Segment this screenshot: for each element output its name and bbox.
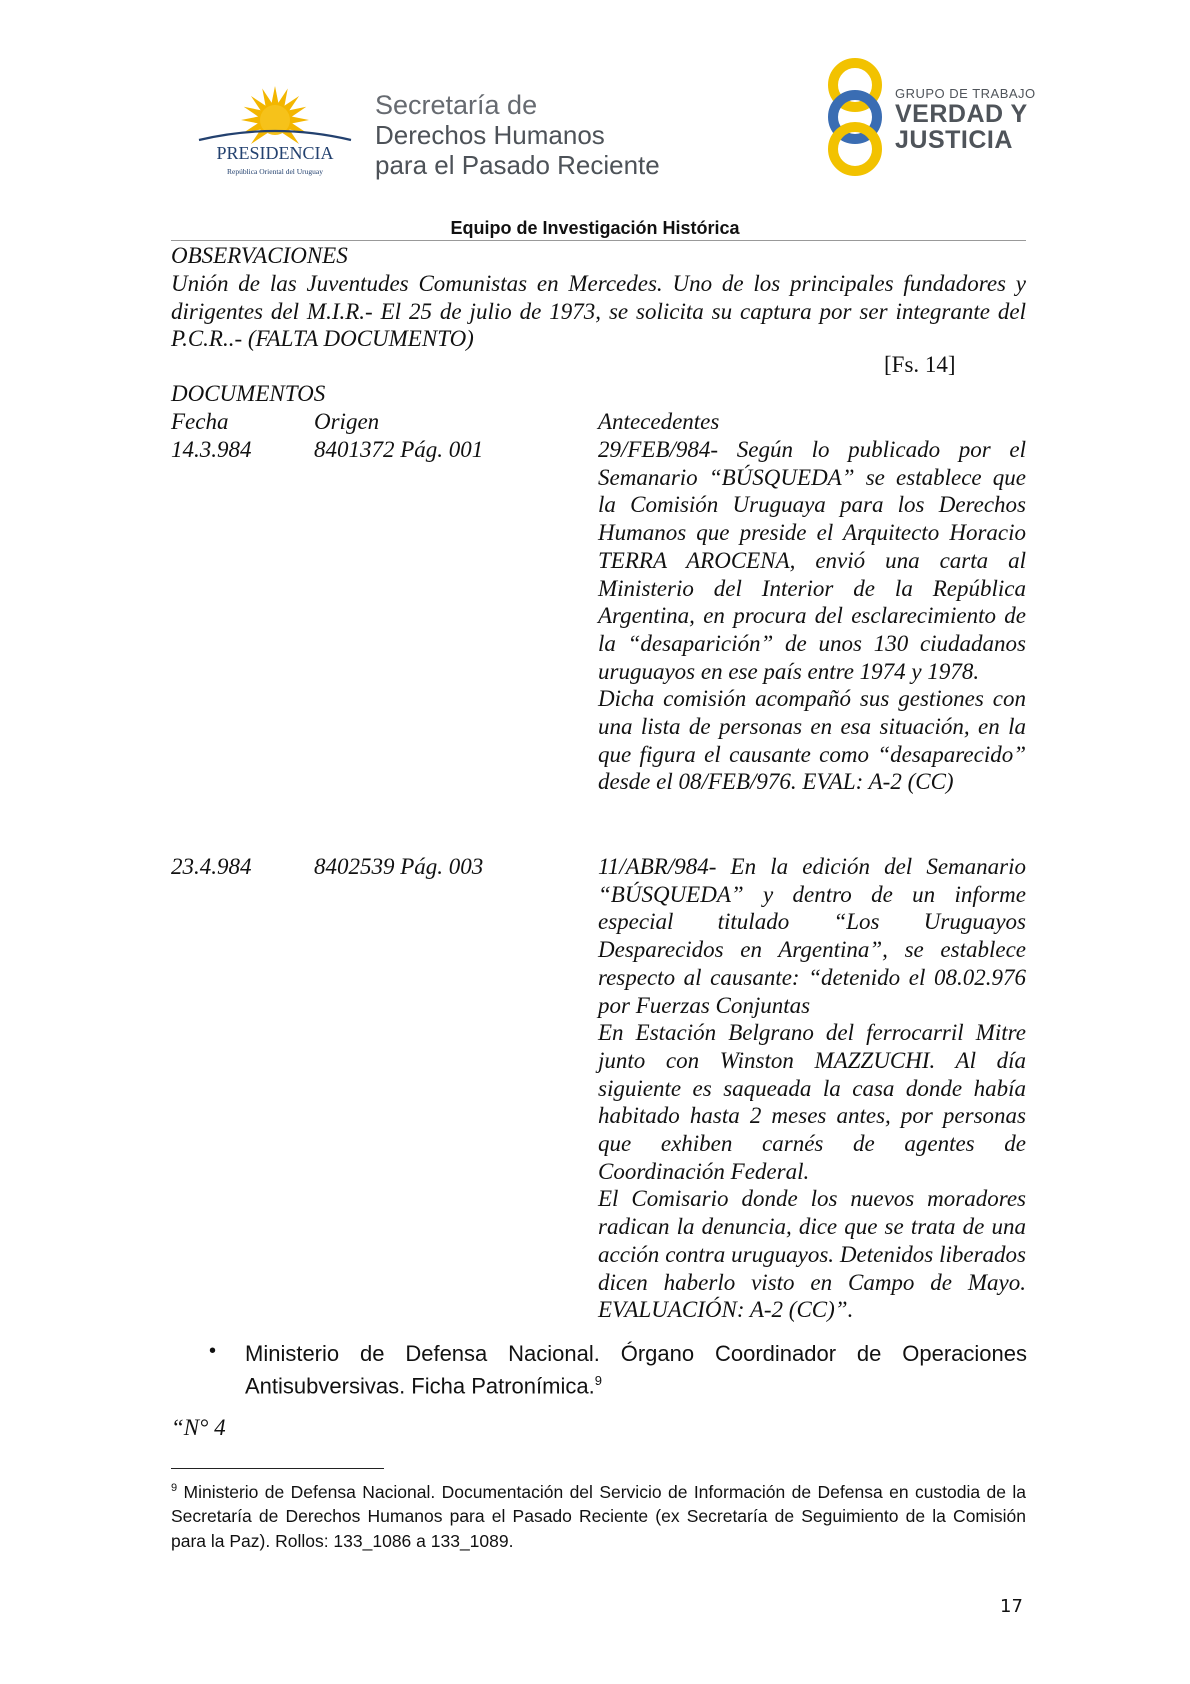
footnote-number: 9 (171, 1482, 178, 1494)
verdad-y-label: VERDAD Y (895, 100, 1028, 128)
footnote-text: Ministerio de Defensa Nacional. Documentación del Servicio de Información de Defensa en custodia de la Secretaría de Derechos Humanos para el Pasado Reciente (ex Secretaría de Seguimiento de la Comisión para la Paz). Rollos: 133_1086 a 133_1089. (171, 1481, 1026, 1551)
header-divider (171, 240, 1026, 241)
numero-label: “N° 4 (171, 1415, 226, 1440)
grupo-de-trabajo-label: GRUPO DE TRABAJO (895, 86, 1036, 101)
column-header-fecha: Fecha (171, 409, 229, 434)
secretaria-logotype (375, 90, 660, 180)
row-2-paragraph-1: 11/ABR/984- En la edición del Semanario “BÚSQUEDA” y dentro de un informe especial titulado “Los Uruguayos Desparecidos en Argentina”, se establece respecto al causante: “detenido el 08.02.976 por Fuerzas Conjuntas (598, 854, 1026, 1018)
page-number: 17 (1000, 1596, 1023, 1617)
row-2-antecedentes (598, 853, 1026, 1324)
secretaria-line-2: Derechos Humanos (375, 120, 605, 150)
row-1-paragraph-1: 29/FEB/984- Según lo publicado por el Semanario “BÚSQUEDA” se establece que la Comisión Uruguaya para los Derechos Humanos que preside el Arquitecto Horacio TERRA AROCENA, envió una carta al Ministerio del Interior de la República Argentina, en procura del esclarecimiento de la “desaparición” de unos 130 ciudadanos uruguayos en ese país entre 1974 y 1978. (598, 437, 1026, 684)
row-1-origen: 8401372 Pág. 001 (314, 437, 484, 462)
bullet-icon: • (209, 1340, 217, 1362)
row-2-paragraph-3: El Comisario donde los nuevos moradores radican la denuncia, dice que se trata de una acción contra uruguayos. Detenidos liberados dicen haberlo visto en Campo de Mayo. EVALUACIÓN: A-2 (CC)”. (598, 1186, 1026, 1323)
row-1-paragraph-2: Dicha comisión acompañó sus gestiones con una lista de personas en esa situación, en la que figura el causante como “desaparecido” desde el 08/FEB/976. EVAL: A-2 (CC) (598, 686, 1026, 795)
folio-reference: [Fs. 14] (884, 352, 956, 377)
justicia-label: JUSTICIA (895, 126, 1013, 154)
documentos-heading: DOCUMENTOS (171, 381, 326, 406)
row-2-origen: 8402539 Pág. 003 (314, 854, 484, 879)
secretaria-line-3: para el Pasado Reciente (375, 150, 660, 180)
presidencia-subtitle: República Oriental del Uruguay (226, 167, 324, 176)
presidencia-name: PRESIDENCIA (216, 143, 334, 163)
linked-rings-icon (833, 63, 877, 171)
verdad-justicia-text (895, 86, 1036, 153)
observaciones-text: Unión de las Juventudes Comunistas en Mercedes. Uno de los principales fundadores y dirigentes del M.I.R.- El 25 de julio de 1973, se solicita su captura por ser integrante del P.C.R..- (FALTA DOCUMENTO) (171, 271, 1026, 352)
secretaria-line-1: Secretaría de (375, 90, 538, 120)
column-header-antecedentes: Antecedentes (598, 409, 720, 434)
footnote (171, 1476, 1026, 1553)
footnote-divider (171, 1468, 384, 1469)
sun-icon (199, 86, 351, 147)
bullet-text: Ministerio de Defensa Nacional. Órgano Coordinador de Operaciones Antisubversivas. Ficha Patronímica. (245, 1341, 1027, 1399)
row-1-antecedentes (598, 436, 1026, 796)
column-header-origen: Origen (314, 409, 380, 434)
footnote-ref[interactable]: 9 (594, 1373, 602, 1388)
bullet-item (205, 1340, 1027, 1399)
row-2-fecha: 23.4.984 (171, 854, 252, 879)
observaciones-heading: OBSERVACIONES (171, 243, 348, 268)
presidencia-logo (195, 82, 355, 182)
row-1-fecha: 14.3.984 (171, 437, 252, 462)
team-title: Equipo de Investigación Histórica (450, 218, 740, 238)
row-2-paragraph-2: En Estación Belgrano del ferrocarril Mitre junto con Winston MAZZUCHI. Al día siguiente es saqueada la casa donde había habitado hasta 2 meses antes, por personas que exhiben carnés de agentes de Coordinación Federal. (598, 1020, 1026, 1184)
